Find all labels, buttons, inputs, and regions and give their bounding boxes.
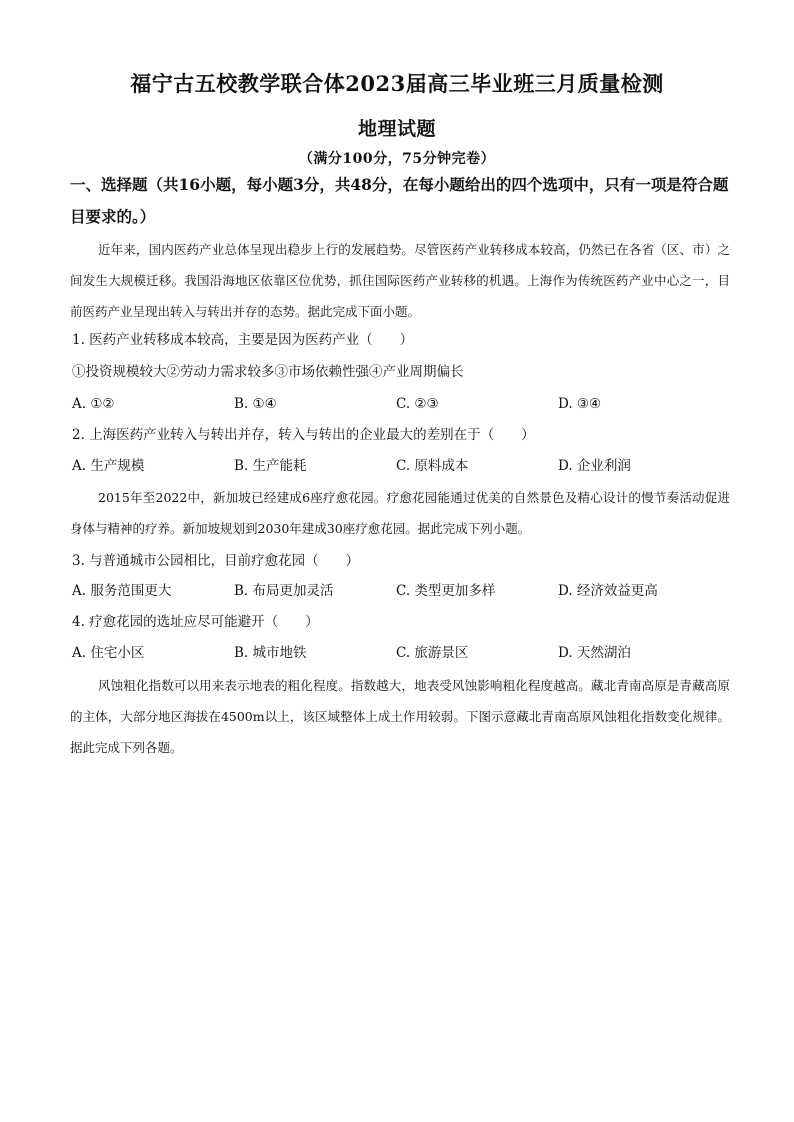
option-d[interactable]: D. 企业利润: [558, 458, 631, 474]
question-2-options: [72, 456, 732, 476]
question-2-stem: 2. 上海医药产业转入与转出并存，转入与转出的企业最大的差别在于（ ）: [72, 427, 535, 443]
option-d[interactable]: D. 天然湖泊: [558, 645, 631, 661]
option-b[interactable]: B. ①④: [234, 396, 277, 412]
option-c[interactable]: C. 原料成本: [396, 458, 469, 474]
question-1-stem: 1. 医药产业转移成本较高，主要是因为医药产业（ ）: [72, 332, 414, 348]
option-b[interactable]: B. 生产能耗: [234, 458, 307, 474]
question-3-options: [72, 581, 732, 601]
option-c[interactable]: C. 旅游景区: [396, 645, 469, 661]
question-4-stem: 4. 疗愈花园的选址应尽可能避开（ ）: [72, 614, 319, 630]
option-a[interactable]: A. 生产规模: [72, 458, 145, 474]
passage-wind-erosion: 风蚀粗化指数可以用来表示地表的粗化程度。指数越大，地表受风蚀影响粗化程度越高。藏北青南高原是青藏高原的主体，大部分地区海拔在4500m以上，该区域整体上成土作用较弱。下图示意藏北青南高原风蚀粗化指数变化规律。据此完成下列各题。: [70, 678, 730, 755]
option-c[interactable]: C. ②③: [396, 396, 439, 412]
section-heading: 一、选择题（共16小题，每小题3分，共48分，在每小题给出的四个选项中，只有一项是符合题目要求的。）: [70, 175, 729, 226]
passage-healing-garden: 2015年至2022中，新加坡已经建成6座疗愈花园。疗愈花园能通过优美的自然景色及精心设计的慢节奏活动促进身体与精神的疗养。新加坡规划到2030年建成30座疗愈花园。据此完成下列小题。: [70, 490, 730, 536]
passage-pharma: 近年来，国内医药产业总体呈现出稳步上行的发展趋势。尽管医药产业转移成本较高，仍然已在各省（区、市）之间发生大规模迁移。我国沿海地区依靠区位优势，抓住国际医药产业转移的机遇。上海作为传统医药产业中心之一，目前医药产业呈现出转入与转出并存的态势。据此完成下面小题。: [70, 242, 730, 319]
exam-note: （满分100分，75分钟完卷）: [298, 151, 496, 167]
question-3-stem: 3. 与普通城市公园相比，目前疗愈花园（ ）: [72, 553, 360, 569]
option-b[interactable]: B. 布局更加灵活: [234, 583, 334, 599]
question-1-statement: ①投资规模较大②劳动力需求较多③市场依赖性强④产业周期偏长: [72, 364, 464, 380]
exam-title: 福宁古五校教学联合体2023届高三毕业班三月质量检测: [130, 71, 664, 96]
subject-title: 地理试题: [357, 118, 436, 140]
option-a[interactable]: A. ①②: [72, 396, 115, 412]
option-a[interactable]: A. 住宅小区: [72, 645, 145, 661]
question-4-options: [72, 643, 732, 663]
question-1-options: [72, 394, 732, 414]
option-d[interactable]: D. ③④: [558, 396, 602, 412]
option-d[interactable]: D. 经济效益更高: [558, 583, 658, 599]
option-b[interactable]: B. 城市地铁: [234, 645, 307, 661]
option-c[interactable]: C. 类型更加多样: [396, 583, 496, 599]
option-a[interactable]: A. 服务范围更大: [72, 583, 172, 599]
